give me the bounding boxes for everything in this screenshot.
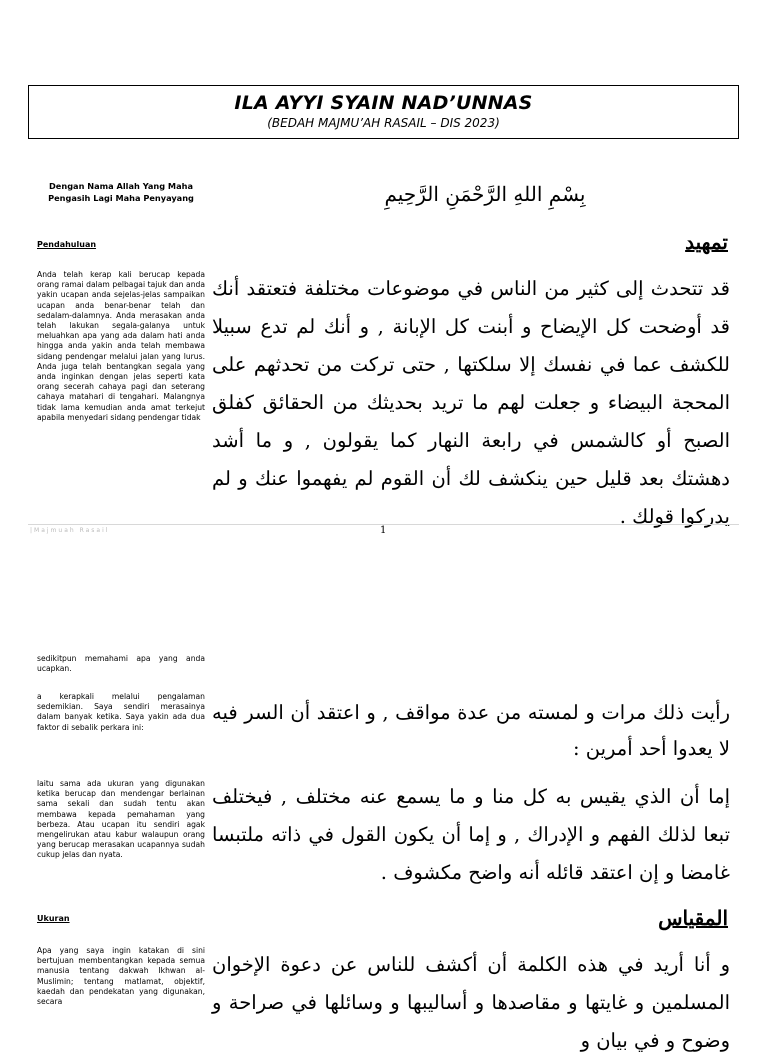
document-subtitle: (BEDAH MAJMU’AH RASAIL – DIS 2023) — [267, 116, 500, 130]
section-heading-pendahuluan — [37, 240, 205, 250]
paragraph-arabic-intro — [212, 270, 730, 536]
paragraph-text: a kerapkali melalui pengalaman sedemikian. Saya sendiri merasainya dalam banyak ketika. Saya yakin ada dua faktor di sebalik perkara ini: — [37, 692, 205, 732]
page-number: 1 — [380, 525, 387, 536]
bismillah-malay: Dengan Nama Allah Yang Maha Pengasih Lagi Maha Penyayang — [48, 181, 194, 203]
paragraph-text: Anda telah kerap kali berucap kepada orang ramai dalam pelbagai tajuk dan anda yakin ucapan anda sejelas-jelas sampaikan ucapan anda benar-benar telah dan sedalam-dalamnya. Anda merasakan anda telah lakukan segala-galanya untuk meluahkan apa yang ada dalam hati anda hingga anda yakin anda telah membawa sidang pendengar melalui jalan yang lurus. Anda juga telah bentangkan segala yang anda inginkan dengan jelas seperti kata orang secerah cahaya pagi dan seterang cahaya matahari di tengahari. Malangnya tidak lama kemudian anda amat terkejut apabila menyedari sidang pendengar tidak — [37, 270, 205, 422]
paragraph-arabic-miqyas — [212, 946, 730, 1060]
paragraph-text: إما أن الذي يقيس به كل منا و ما يسمع عنه مختلف , فيختلف تبعا لذلك الفهم و الإدراك , و إما أن يكون القول في ذاته ملتبسا غامضا و إن اعتقد قائله أنه واضح مكشوف . — [212, 785, 730, 884]
heading-malay: Ukuran — [37, 914, 70, 923]
paragraph-text: Apa yang saya ingin katakan di sini bertujuan membentangkan kepada semua manusia tentang dakwah Ikhwan al-Muslimin; tentang matlamat, objektif, kaedah dan pendekatan yang digunakan, secara — [37, 946, 205, 1007]
paragraph-text: قد تتحدث إلى كثير من الناس في موضوعات مختلفة فتعتقد أنك قد أوضحت كل الإيضاح و أبنت كل الإبانة , و أنك لم تدع سبيلا للكشف عما في نفسك إلا سلكتها , حتى تركت من تحدثهم على المحجة البيضاء و جعلت لهم ما تريد بحديثك من الحقائق كفلق الصبح أو كالشمس في رابعة النهار كما يقولون , و ما أشد دهشتك بعد قليل حين ينكشف لك أن القوم لم يفهموا عنك و لم يدركوا قولك . — [212, 277, 730, 528]
paragraph-malay-factors — [37, 779, 205, 861]
paragraph-text: و أنا أريد في هذه الكلمة أن أكشف للناس عن دعوة الإخوان المسلمين و غايتها و مقاصدها و أساليبها و وسائلها في صراحة و وضوح و في بيان و — [212, 953, 730, 1052]
paragraph-text: رأيت ذلك مرات و لمسته من عدة مواقف , و اعتقد أن السر فيه لا يعدوا أحد أمرين : — [212, 701, 730, 760]
paragraph-malay-intro — [37, 270, 205, 423]
paragraph-arabic-experience — [212, 695, 730, 767]
paragraph-arabic-factors — [212, 778, 730, 892]
footer-book-title: |Majmuah Rasail — [30, 527, 110, 534]
heading-arabic-tamhid: تمهيد — [685, 230, 728, 254]
heading-malay: Pendahuluan — [37, 240, 97, 249]
document-title: ILA AYYI SYAIN NAD’UNNAS — [234, 92, 533, 114]
paragraph-malay-experience — [37, 692, 205, 733]
section-heading-ukuran — [37, 914, 205, 924]
paragraph-text: sedikitpun memahami apa yang anda ucapkan. — [37, 654, 205, 674]
document-header — [28, 85, 739, 139]
paragraph-text: laitu sama ada ukuran yang digunakan ketika berucap dan mendengar berlainan sama sekali dan sudah tentu akan membawa kepada pemahaman yang berbeza. Atau ucapan itu sendiri agak mengelirukan atau kabur walaupun orang yang berucap merasakan ucapannya sudah cukup jelas dan nyata. — [37, 779, 205, 860]
paragraph-malay-continued — [37, 654, 205, 674]
paragraph-malay-ukuran — [37, 946, 205, 1007]
heading-arabic-miqyas: المقياس — [658, 906, 728, 930]
bismillah-arabic: بِسْمِ اللهِ الرَّحْمَنِ الرَّحِيمِ — [384, 182, 586, 206]
